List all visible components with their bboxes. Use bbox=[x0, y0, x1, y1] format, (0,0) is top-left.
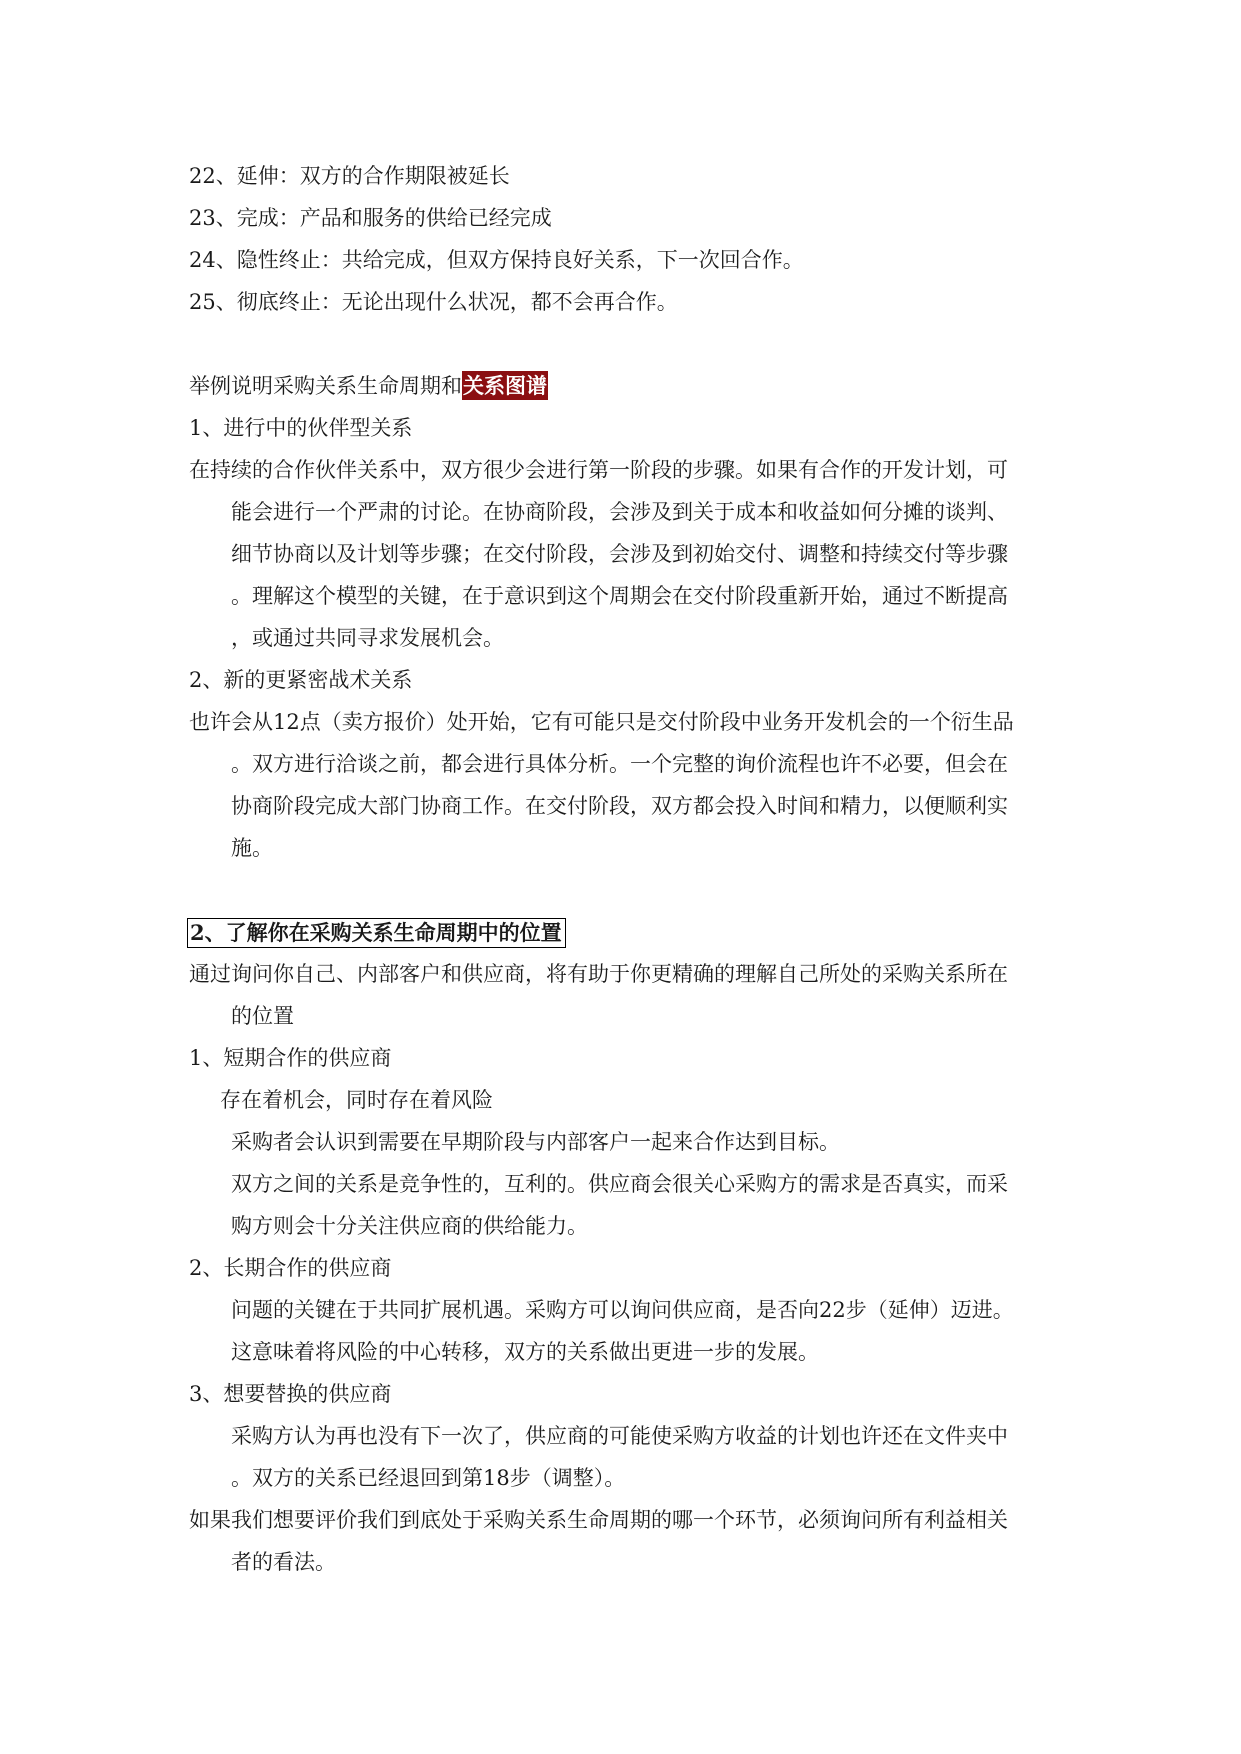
example-heading-lead: 举例说明采购关系生命周期和 bbox=[189, 374, 462, 398]
paragraph-line: 细节协商以及计划等步骤；在交付阶段，会涉及到初始交付、调整和持续交付等步骤 bbox=[231, 542, 1008, 566]
stage-25-line: 25、彻底终止：无论出现什么状况，都不会再合作。 bbox=[189, 290, 678, 314]
paragraph-line: 如果我们想要评价我们到底处于采购关系生命周期的哪一个环节，必须询问所有利益相关 bbox=[189, 1508, 1008, 1532]
paragraph-line: 双方之间的关系是竞争性的，互利的。供应商会很关心采购方的需求是否真实，而采 bbox=[231, 1172, 1008, 1196]
paragraph-line: 这意味着将风险的中心转移，双方的关系做出更进一步的发展。 bbox=[231, 1340, 819, 1364]
stage-23-line: 23、完成：产品和服务的供给已经完成 bbox=[189, 206, 552, 230]
paragraph-line: 采购方认为再也没有下一次了，供应商的可能使采购方收益的计划也许还在文件夹中 bbox=[231, 1424, 1008, 1448]
paragraph-line: 在持续的合作伙伴关系中，双方很少会进行第一阶段的步骤。如果有合作的开发计划，可 bbox=[189, 458, 1008, 482]
section-2-heading: 2、了解你在采购关系生命周期中的位置 bbox=[187, 918, 566, 948]
paragraph-line: 也许会从12点（卖方报价）处开始，它有可能只是交付阶段中业务开发机会的一个衍生品 bbox=[189, 710, 1014, 734]
example-heading bbox=[189, 374, 548, 398]
paragraph-line: 通过询问你自己、内部客户和供应商，将有助于你更精确的理解自己所处的采购关系所在 bbox=[189, 962, 1008, 986]
stage-24-line: 24、隐性终止：共给完成，但双方保持良好关系，下一次回合作。 bbox=[189, 248, 804, 272]
stage-22-line: 22、延伸：双方的合作期限被延长 bbox=[189, 164, 510, 188]
paragraph-line: 能会进行一个严肃的讨论。在协商阶段，会涉及到关于成本和收益如何分摊的谈判、 bbox=[231, 500, 1008, 524]
paragraph-line: ，或通过共同寻求发展机会。 bbox=[231, 626, 504, 650]
paragraph-line: 。理解这个模型的关键，在于意识到这个周期会在交付阶段重新开始，通过不断提高 bbox=[231, 584, 1008, 608]
paragraph-line: 采购者会认识到需要在早期阶段与内部客户一起来合作达到目标。 bbox=[231, 1130, 840, 1154]
tactical-title: 2、新的更紧密战术关系 bbox=[189, 668, 413, 692]
long-term-title: 2、长期合作的供应商 bbox=[189, 1256, 392, 1280]
replace-title: 3、想要替换的供应商 bbox=[189, 1382, 392, 1406]
paragraph-line: 。双方进行洽谈之前，都会进行具体分析。一个完整的询价流程也许不必要，但会在 bbox=[231, 752, 1008, 776]
paragraph-line: 问题的关键在于共同扩展机遇。采购方可以询问供应商，是否向22步（延伸）迈进。 bbox=[231, 1298, 1014, 1322]
paragraph-line: 的位置 bbox=[231, 1004, 294, 1028]
paragraph-line: 协商阶段完成大部门协商工作。在交付阶段，双方都会投入时间和精力，以便顺利实 bbox=[231, 794, 1008, 818]
short-term-title: 1、短期合作的供应商 bbox=[189, 1046, 392, 1070]
paragraph-line: 施。 bbox=[231, 836, 273, 860]
paragraph-line: 。双方的关系已经退回到第18步（调整）。 bbox=[231, 1466, 626, 1490]
highlighted-keyword: 关系图谱 bbox=[463, 373, 547, 398]
paragraph-line: 者的看法。 bbox=[231, 1550, 336, 1574]
partnership-title: 1、进行中的伙伴型关系 bbox=[189, 416, 413, 440]
paragraph-line: 购方则会十分关注供应商的供给能力。 bbox=[231, 1214, 588, 1238]
paragraph-line: 存在着机会，同时存在着风险 bbox=[220, 1088, 493, 1112]
